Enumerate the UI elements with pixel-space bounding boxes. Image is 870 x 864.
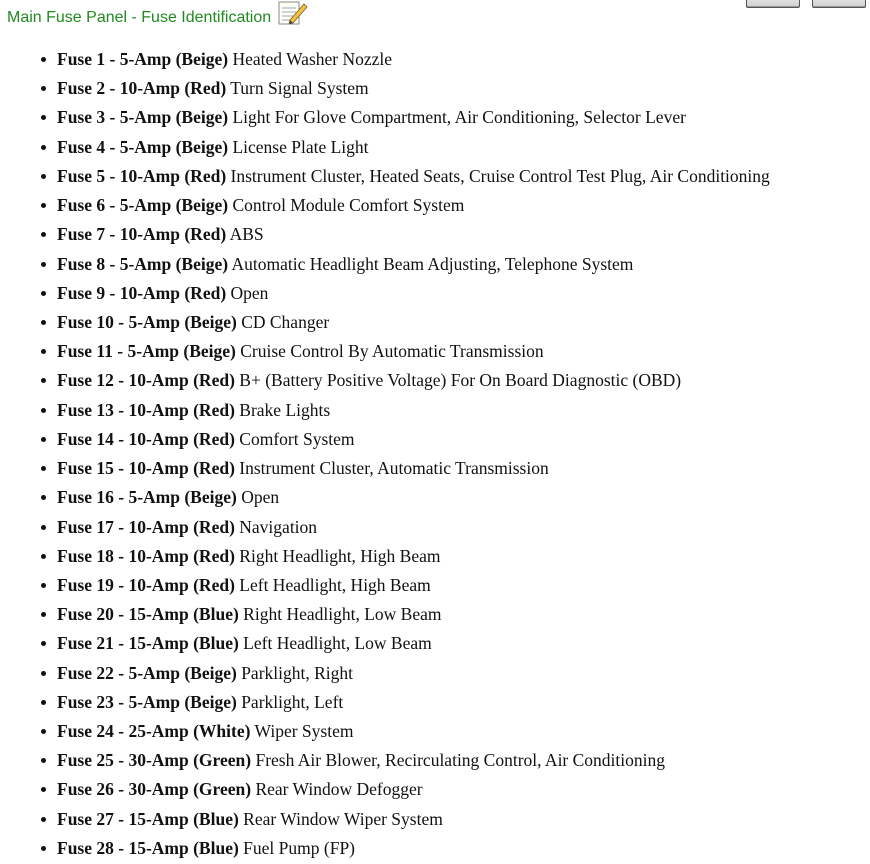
fuse-description: Comfort System bbox=[239, 428, 355, 449]
fuse-description: Left Headlight, Low Beam bbox=[243, 633, 432, 654]
fuse-description: Left Headlight, High Beam bbox=[239, 574, 431, 595]
fuse-label: Fuse 12 - 10-Amp (Red) bbox=[57, 370, 235, 391]
fuse-label: Fuse 23 - 5-Amp (Beige) bbox=[57, 691, 237, 712]
bullet-icon bbox=[41, 495, 46, 500]
fuse-description: Parklight, Right bbox=[241, 662, 354, 683]
notepad-pencil-icon[interactable] bbox=[276, 0, 310, 26]
fuse-label: Fuse 15 - 10-Amp (Red) bbox=[57, 458, 235, 479]
fuse-list-item bbox=[0, 191, 770, 220]
fuse-description: Control Module Comfort System bbox=[232, 195, 465, 216]
bullet-icon bbox=[41, 378, 46, 383]
fuse-label: Fuse 8 - 5-Amp (Beige) bbox=[57, 253, 229, 274]
fuse-list-item bbox=[0, 775, 770, 804]
bullet-icon bbox=[41, 86, 46, 91]
fuse-list-item bbox=[0, 250, 770, 279]
fuse-list-item bbox=[0, 483, 770, 512]
fuse-list-item bbox=[0, 542, 770, 571]
fuse-description: Rear Window Wiper System bbox=[243, 808, 443, 829]
bullet-icon bbox=[41, 320, 46, 325]
fuse-description: Automatic Headlight Beam Adjusting, Telephone System bbox=[231, 253, 634, 274]
fuse-list-item bbox=[0, 162, 770, 191]
fuse-list-item bbox=[0, 396, 770, 425]
bullet-icon bbox=[41, 466, 46, 471]
bullet-icon bbox=[41, 817, 46, 822]
bullet-icon bbox=[41, 349, 46, 354]
fuse-description: Fresh Air Blower, Recirculating Control, Air Conditioning bbox=[255, 750, 666, 771]
bullet-icon bbox=[41, 145, 46, 150]
fuse-list-item bbox=[0, 45, 770, 74]
fuse-description: Brake Lights bbox=[239, 399, 331, 420]
fuse-label: Fuse 2 - 10-Amp (Red) bbox=[57, 78, 227, 99]
bullet-icon bbox=[41, 174, 46, 179]
fuse-list-item bbox=[0, 366, 770, 395]
fuse-description: Instrument Cluster, Heated Seats, Cruise Control Test Plug, Air Conditioning bbox=[230, 165, 770, 186]
bullet-icon bbox=[41, 408, 46, 413]
fuse-label: Fuse 3 - 5-Amp (Beige) bbox=[57, 107, 229, 128]
fuse-description: Rear Window Defogger bbox=[255, 779, 423, 800]
fuse-description: Navigation bbox=[239, 516, 318, 537]
fuse-list-item bbox=[0, 279, 770, 308]
close-button[interactable] bbox=[812, 0, 866, 8]
bullet-icon bbox=[41, 583, 46, 588]
fuse-label: Fuse 24 - 25-Amp (White) bbox=[57, 721, 251, 742]
fuse-description: Open bbox=[230, 282, 269, 303]
fuse-description: CD Changer bbox=[241, 311, 330, 332]
fuse-label: Fuse 20 - 15-Amp (Blue) bbox=[57, 604, 239, 625]
bullet-icon bbox=[41, 729, 46, 734]
bullet-icon bbox=[41, 612, 46, 617]
fuse-label: Fuse 10 - 5-Amp (Beige) bbox=[57, 311, 237, 332]
fuse-list-item bbox=[0, 834, 770, 863]
fuse-list-item bbox=[0, 74, 770, 103]
fuse-list bbox=[0, 45, 770, 863]
bullet-icon bbox=[41, 758, 46, 763]
fuse-description: Instrument Cluster, Automatic Transmission bbox=[239, 458, 549, 479]
fuse-label: Fuse 14 - 10-Amp (Red) bbox=[57, 428, 235, 449]
fuse-label: Fuse 21 - 15-Amp (Blue) bbox=[57, 633, 239, 654]
fuse-list-item bbox=[0, 746, 770, 775]
bullet-icon bbox=[41, 115, 46, 120]
fuse-label: Fuse 6 - 5-Amp (Beige) bbox=[57, 195, 229, 216]
fuse-label: Fuse 1 - 5-Amp (Beige) bbox=[57, 49, 229, 69]
fuse-label: Fuse 27 - 15-Amp (Blue) bbox=[57, 808, 239, 829]
fuse-label: Fuse 28 - 15-Amp (Blue) bbox=[57, 837, 239, 858]
bullet-icon bbox=[41, 262, 46, 267]
fuse-list-item bbox=[0, 629, 770, 658]
fuse-description: ABS bbox=[229, 224, 264, 245]
bullet-icon bbox=[41, 641, 46, 646]
fuse-label: Fuse 9 - 10-Amp (Red) bbox=[57, 282, 227, 303]
fuse-label: Fuse 7 - 10-Amp (Red) bbox=[57, 224, 227, 245]
fuse-label: Fuse 5 - 10-Amp (Red) bbox=[57, 165, 227, 186]
fuse-list-item bbox=[0, 513, 770, 542]
fuse-list-item bbox=[0, 571, 770, 600]
fuse-list-item bbox=[0, 688, 770, 717]
fuse-list-item bbox=[0, 308, 770, 337]
fuse-list-item bbox=[0, 454, 770, 483]
fuse-description: Right Headlight, Low Beam bbox=[243, 604, 442, 625]
bullet-icon bbox=[41, 554, 46, 559]
bullet-icon bbox=[41, 787, 46, 792]
fuse-description: License Plate Light bbox=[232, 136, 369, 157]
bullet-icon bbox=[41, 57, 46, 62]
fuse-description: Heated Washer Nozzle bbox=[232, 49, 393, 69]
fuse-label: Fuse 17 - 10-Amp (Red) bbox=[57, 516, 235, 537]
fuse-description: Wiper System bbox=[254, 721, 354, 742]
fuse-list-item bbox=[0, 220, 770, 249]
bullet-icon bbox=[41, 846, 46, 851]
fuse-list-item bbox=[0, 659, 770, 688]
fuse-list-item bbox=[0, 337, 770, 366]
fuse-label: Fuse 25 - 30-Amp (Green) bbox=[57, 750, 252, 771]
fuse-label: Fuse 16 - 5-Amp (Beige) bbox=[57, 487, 237, 508]
fuse-label: Fuse 11 - 5-Amp (Beige) bbox=[57, 341, 236, 362]
fuse-label: Fuse 13 - 10-Amp (Red) bbox=[57, 399, 235, 420]
fuse-description: B+ (Battery Positive Voltage) For On Board Diagnostic (OBD) bbox=[239, 370, 682, 391]
fuse-list-item bbox=[0, 425, 770, 454]
bullet-icon bbox=[41, 437, 46, 442]
fuse-description: Fuel Pump (FP) bbox=[243, 837, 355, 858]
bullet-icon bbox=[41, 291, 46, 296]
bullet-icon bbox=[41, 232, 46, 237]
fuse-description: Cruise Control By Automatic Transmission bbox=[240, 341, 544, 362]
fuse-list-item bbox=[0, 133, 770, 162]
fuse-description: Open bbox=[241, 487, 280, 508]
fuse-description: Light For Glove Compartment, Air Conditioning, Selector Lever bbox=[232, 107, 686, 128]
bullet-icon bbox=[41, 700, 46, 705]
bullet-icon bbox=[41, 203, 46, 208]
fuse-label: Fuse 26 - 30-Amp (Green) bbox=[57, 779, 252, 800]
fuse-description: Turn Signal System bbox=[230, 78, 369, 99]
fuse-description: Parklight, Left bbox=[241, 691, 344, 712]
fuse-list-item bbox=[0, 103, 770, 132]
page-title: Main Fuse Panel - Fuse Identification bbox=[7, 9, 272, 26]
fuse-label: Fuse 19 - 10-Amp (Red) bbox=[57, 574, 235, 595]
page-header bbox=[7, 0, 310, 34]
fuse-list-item bbox=[0, 600, 770, 629]
fuse-label: Fuse 18 - 10-Amp (Red) bbox=[57, 545, 235, 566]
fuse-list-item bbox=[0, 717, 770, 746]
fuse-list-item bbox=[0, 805, 770, 834]
fuse-label: Fuse 4 - 5-Amp (Beige) bbox=[57, 136, 229, 157]
bullet-icon bbox=[41, 525, 46, 530]
bullet-icon bbox=[41, 671, 46, 676]
fuse-description: Right Headlight, High Beam bbox=[239, 545, 441, 566]
print-button[interactable] bbox=[746, 0, 800, 8]
fuse-label: Fuse 22 - 5-Amp (Beige) bbox=[57, 662, 237, 683]
